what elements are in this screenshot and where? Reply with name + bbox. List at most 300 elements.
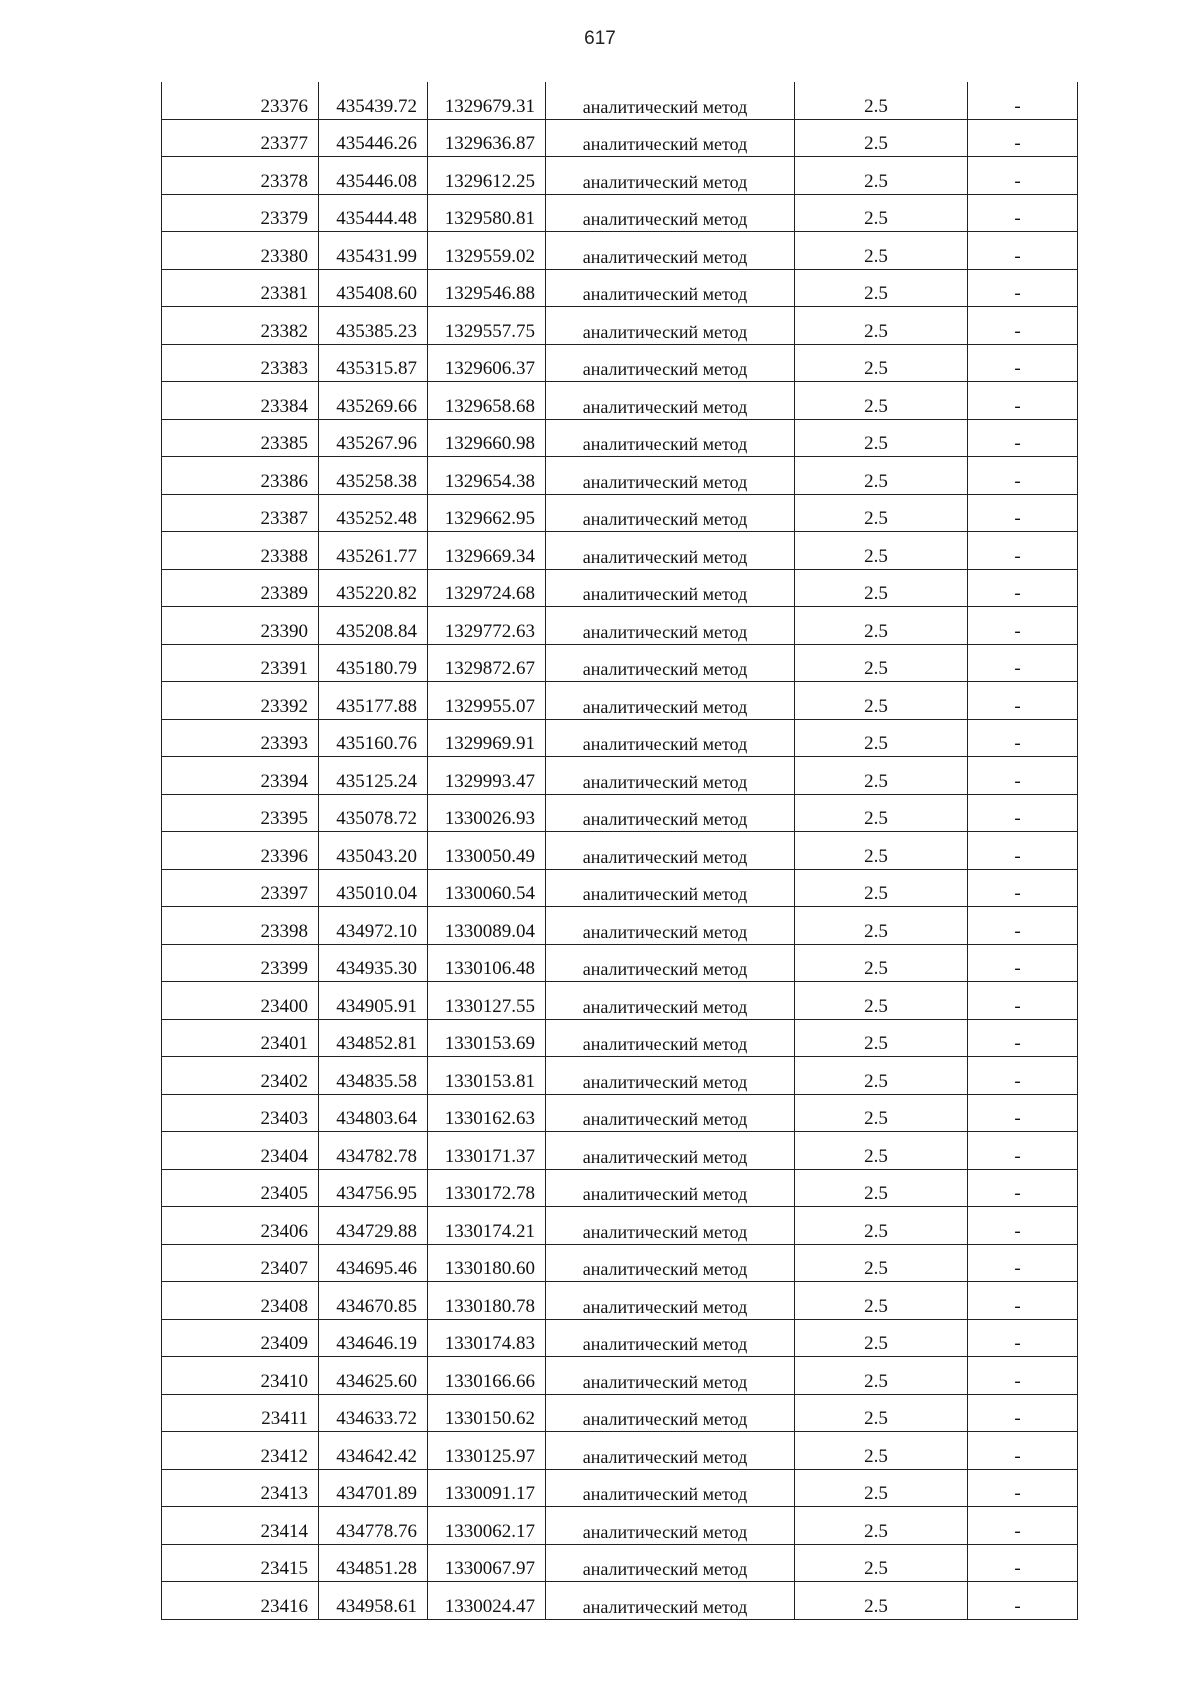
x-coordinate-cell-text: 435180.79 <box>336 658 417 680</box>
note-cell <box>968 569 1078 607</box>
y-coordinate-cell <box>428 832 546 870</box>
accuracy-cell <box>795 607 968 645</box>
note-cell-text: - <box>1014 695 1021 717</box>
note-cell-text: - <box>1014 808 1021 830</box>
accuracy-cell-text: 2.5 <box>864 958 888 980</box>
note-cell-text: - <box>1014 1033 1021 1055</box>
accuracy-cell <box>795 532 968 570</box>
table-row <box>162 569 1078 607</box>
accuracy-cell-text: 2.5 <box>864 470 888 492</box>
method-cell <box>546 307 795 345</box>
point-number-cell-text: 23387 <box>260 508 308 530</box>
y-coordinate-cell <box>428 1169 546 1207</box>
note-cell-text: - <box>1014 545 1021 567</box>
note-cell <box>968 194 1078 232</box>
x-coordinate-cell <box>319 569 428 607</box>
y-coordinate-cell-text: 1330150.62 <box>444 1408 535 1430</box>
y-coordinate-cell <box>428 944 546 982</box>
point-number-cell-text: 23408 <box>260 1295 308 1317</box>
table-row <box>162 1394 1078 1432</box>
method-cell <box>546 82 795 119</box>
method-cell-text: аналитический метод <box>582 209 748 230</box>
y-coordinate-cell-text: 1329724.68 <box>444 583 535 605</box>
accuracy-cell-text: 2.5 <box>864 1445 888 1467</box>
method-cell-text: аналитический метод <box>582 696 748 717</box>
y-coordinate-cell-text: 1330153.69 <box>444 1033 535 1055</box>
method-cell-text: аналитический метод <box>582 1371 748 1392</box>
accuracy-cell-text: 2.5 <box>864 658 888 680</box>
y-coordinate-cell <box>428 1507 546 1545</box>
point-number-cell-text: 23396 <box>260 845 308 867</box>
y-coordinate-cell <box>428 1132 546 1170</box>
y-coordinate-cell-text: 1329658.68 <box>444 395 535 417</box>
accuracy-cell-text: 2.5 <box>864 1370 888 1392</box>
x-coordinate-cell <box>319 794 428 832</box>
method-cell-text: аналитический метод <box>582 659 748 680</box>
point-number-cell <box>162 157 319 195</box>
y-coordinate-cell <box>428 119 546 157</box>
note-cell-text: - <box>1014 620 1021 642</box>
accuracy-cell-text: 2.5 <box>864 358 888 380</box>
y-coordinate-cell-text: 1329580.81 <box>444 208 535 230</box>
point-number-cell-text: 23385 <box>260 433 308 455</box>
x-coordinate-cell <box>319 1244 428 1282</box>
note-cell-text: - <box>1014 1445 1021 1467</box>
y-coordinate-cell <box>428 232 546 270</box>
accuracy-cell-text: 2.5 <box>864 1483 888 1505</box>
method-cell <box>546 1244 795 1282</box>
point-number-cell <box>162 944 319 982</box>
accuracy-cell <box>795 157 968 195</box>
accuracy-cell-text: 2.5 <box>864 320 888 342</box>
table-row <box>162 869 1078 907</box>
point-number-cell <box>162 1507 319 1545</box>
point-number-cell <box>162 1582 319 1620</box>
method-cell-text: аналитический метод <box>582 959 748 980</box>
x-coordinate-cell-text: 434642.42 <box>336 1445 417 1467</box>
method-cell-text: аналитический метод <box>582 1034 748 1055</box>
y-coordinate-cell <box>428 757 546 795</box>
accuracy-cell <box>795 832 968 870</box>
accuracy-cell-text: 2.5 <box>864 1145 888 1167</box>
point-number-cell <box>162 1207 319 1245</box>
table-row <box>162 1132 1078 1170</box>
x-coordinate-cell-text: 434905.91 <box>336 995 417 1017</box>
x-coordinate-cell <box>319 232 428 270</box>
table-row <box>162 832 1078 870</box>
point-number-cell <box>162 1357 319 1395</box>
point-number-cell <box>162 532 319 570</box>
x-coordinate-cell-text: 434958.61 <box>336 1595 417 1617</box>
method-cell-text: аналитический метод <box>582 1071 748 1092</box>
note-cell <box>968 1507 1078 1545</box>
point-number-cell-text: 23383 <box>260 358 308 380</box>
note-cell <box>968 494 1078 532</box>
method-cell <box>546 1282 795 1320</box>
point-number-cell <box>162 1319 319 1357</box>
note-cell-text: - <box>1014 283 1021 305</box>
note-cell-text: - <box>1014 1595 1021 1617</box>
method-cell <box>546 719 795 757</box>
table-row <box>162 1357 1078 1395</box>
accuracy-cell-text: 2.5 <box>864 208 888 230</box>
note-cell <box>968 1282 1078 1320</box>
y-coordinate-cell <box>428 157 546 195</box>
method-cell-text: аналитический метод <box>582 1446 748 1467</box>
method-cell-text: аналитический метод <box>582 246 748 267</box>
method-cell <box>546 457 795 495</box>
x-coordinate-cell-text: 435252.48 <box>336 508 417 530</box>
y-coordinate-cell-text: 1330162.63 <box>444 1108 535 1130</box>
x-coordinate-cell <box>319 494 428 532</box>
x-coordinate-cell-text: 435160.76 <box>336 733 417 755</box>
point-number-cell <box>162 119 319 157</box>
point-number-cell-text: 23376 <box>260 95 308 117</box>
table-row <box>162 1319 1078 1357</box>
point-number-cell <box>162 607 319 645</box>
point-number-cell-text: 23393 <box>260 733 308 755</box>
y-coordinate-cell <box>428 382 546 420</box>
point-number-cell-text: 23404 <box>260 1145 308 1167</box>
point-number-cell <box>162 494 319 532</box>
point-number-cell-text: 23400 <box>260 995 308 1017</box>
accuracy-cell <box>795 682 968 720</box>
table-row <box>162 1244 1078 1282</box>
point-number-cell <box>162 1394 319 1432</box>
note-cell-text: - <box>1014 1483 1021 1505</box>
point-number-cell <box>162 982 319 1020</box>
point-number-cell <box>162 419 319 457</box>
method-cell <box>546 607 795 645</box>
accuracy-cell-text: 2.5 <box>864 545 888 567</box>
y-coordinate-cell <box>428 682 546 720</box>
table-row <box>162 1544 1078 1582</box>
x-coordinate-cell-text: 434803.64 <box>336 1108 417 1130</box>
x-coordinate-cell-text: 435444.48 <box>336 208 417 230</box>
table-row <box>162 719 1078 757</box>
note-cell-text: - <box>1014 1558 1021 1580</box>
point-number-cell <box>162 1469 319 1507</box>
y-coordinate-cell <box>428 719 546 757</box>
x-coordinate-cell <box>319 269 428 307</box>
note-cell <box>968 382 1078 420</box>
point-number-cell <box>162 457 319 495</box>
table-row <box>162 532 1078 570</box>
x-coordinate-cell <box>319 607 428 645</box>
y-coordinate-cell <box>428 1319 546 1357</box>
method-cell <box>546 644 795 682</box>
point-number-cell-text: 23379 <box>260 208 308 230</box>
method-cell-text: аналитический метод <box>582 1484 748 1505</box>
note-cell <box>968 832 1078 870</box>
method-cell <box>546 1207 795 1245</box>
y-coordinate-cell <box>428 1394 546 1432</box>
point-number-cell-text: 23403 <box>260 1108 308 1130</box>
point-number-cell-text: 23402 <box>260 1070 308 1092</box>
x-coordinate-cell <box>319 119 428 157</box>
note-cell-text: - <box>1014 770 1021 792</box>
y-coordinate-cell-text: 1330091.17 <box>444 1483 535 1505</box>
point-number-cell-text: 23380 <box>260 245 308 267</box>
method-cell <box>546 157 795 195</box>
y-coordinate-cell-text: 1329654.38 <box>444 470 535 492</box>
accuracy-cell <box>795 1507 968 1545</box>
x-coordinate-cell-text: 434851.28 <box>336 1558 417 1580</box>
table-row <box>162 494 1078 532</box>
method-cell-text: аналитический метод <box>582 921 748 942</box>
accuracy-cell-text: 2.5 <box>864 1220 888 1242</box>
x-coordinate-cell <box>319 82 428 119</box>
x-coordinate-cell-text: 434852.81 <box>336 1033 417 1055</box>
method-cell-text: аналитический метод <box>582 284 748 305</box>
x-coordinate-cell <box>319 1319 428 1357</box>
accuracy-cell <box>795 457 968 495</box>
point-number-cell-text: 23381 <box>260 283 308 305</box>
y-coordinate-cell-text: 1330050.49 <box>444 845 535 867</box>
method-cell <box>546 794 795 832</box>
point-number-cell <box>162 344 319 382</box>
point-number-cell <box>162 1432 319 1470</box>
accuracy-cell <box>795 1244 968 1282</box>
note-cell-text: - <box>1014 1258 1021 1280</box>
x-coordinate-cell <box>319 682 428 720</box>
point-number-cell-text: 23405 <box>260 1183 308 1205</box>
accuracy-cell <box>795 307 968 345</box>
table-row <box>162 344 1078 382</box>
x-coordinate-cell <box>319 644 428 682</box>
method-cell <box>546 1469 795 1507</box>
point-number-cell-text: 23398 <box>260 920 308 942</box>
note-cell-text: - <box>1014 470 1021 492</box>
table-row <box>162 682 1078 720</box>
note-cell-text: - <box>1014 883 1021 905</box>
x-coordinate-cell <box>319 157 428 195</box>
x-coordinate-cell <box>319 307 428 345</box>
accuracy-cell-text: 2.5 <box>864 133 888 155</box>
y-coordinate-cell-text: 1329557.75 <box>444 320 535 342</box>
note-cell-text: - <box>1014 245 1021 267</box>
y-coordinate-cell-text: 1329606.37 <box>444 358 535 380</box>
accuracy-cell-text: 2.5 <box>864 1520 888 1542</box>
accuracy-cell <box>795 944 968 982</box>
accuracy-cell-text: 2.5 <box>864 808 888 830</box>
point-number-cell-text: 23413 <box>260 1483 308 1505</box>
y-coordinate-cell-text: 1330180.78 <box>444 1295 535 1317</box>
table-row <box>162 82 1078 119</box>
y-coordinate-cell-text: 1330024.47 <box>444 1595 535 1617</box>
accuracy-cell-text: 2.5 <box>864 1595 888 1617</box>
method-cell-text: аналитический метод <box>582 1409 748 1430</box>
table-row <box>162 1469 1078 1507</box>
accuracy-cell-text: 2.5 <box>864 1108 888 1130</box>
x-coordinate-cell-text: 434701.89 <box>336 1483 417 1505</box>
accuracy-cell <box>795 869 968 907</box>
note-cell <box>968 119 1078 157</box>
accuracy-cell-text: 2.5 <box>864 883 888 905</box>
y-coordinate-cell-text: 1330172.78 <box>444 1183 535 1205</box>
x-coordinate-cell <box>319 382 428 420</box>
y-coordinate-cell-text: 1330089.04 <box>444 920 535 942</box>
method-cell <box>546 907 795 945</box>
y-coordinate-cell <box>428 1582 546 1620</box>
x-coordinate-cell-text: 434729.88 <box>336 1220 417 1242</box>
method-cell-text: аналитический метод <box>582 1296 748 1317</box>
y-coordinate-cell <box>428 1432 546 1470</box>
y-coordinate-cell-text: 1329559.02 <box>444 245 535 267</box>
accuracy-cell <box>795 1132 968 1170</box>
method-cell-text: аналитический метод <box>582 996 748 1017</box>
point-number-cell <box>162 307 319 345</box>
x-coordinate-cell-text: 434835.58 <box>336 1070 417 1092</box>
note-cell <box>968 269 1078 307</box>
method-cell <box>546 494 795 532</box>
note-cell-text: - <box>1014 358 1021 380</box>
accuracy-cell <box>795 1282 968 1320</box>
y-coordinate-cell-text: 1329993.47 <box>444 770 535 792</box>
y-coordinate-cell-text: 1329612.25 <box>444 170 535 192</box>
accuracy-cell <box>795 1432 968 1470</box>
y-coordinate-cell <box>428 869 546 907</box>
method-cell <box>546 382 795 420</box>
note-cell <box>968 1357 1078 1395</box>
table-row <box>162 1169 1078 1207</box>
method-cell-text: аналитический метод <box>582 471 748 492</box>
x-coordinate-cell-text: 435078.72 <box>336 808 417 830</box>
point-number-cell <box>162 869 319 907</box>
point-number-cell-text: 23416 <box>260 1595 308 1617</box>
method-cell <box>546 682 795 720</box>
note-cell <box>968 1319 1078 1357</box>
note-cell <box>968 644 1078 682</box>
x-coordinate-cell <box>319 719 428 757</box>
x-coordinate-cell <box>319 907 428 945</box>
note-cell <box>968 1019 1078 1057</box>
method-cell <box>546 869 795 907</box>
table-row <box>162 644 1078 682</box>
method-cell-text: аналитический метод <box>582 621 748 642</box>
method-cell <box>546 1544 795 1582</box>
x-coordinate-cell-text: 434782.78 <box>336 1145 417 1167</box>
accuracy-cell <box>795 1319 968 1357</box>
point-number-cell-text: 23409 <box>260 1333 308 1355</box>
accuracy-cell <box>795 1169 968 1207</box>
method-cell <box>546 982 795 1020</box>
y-coordinate-cell-text: 1329636.87 <box>444 133 535 155</box>
point-number-cell <box>162 1094 319 1132</box>
point-number-cell-text: 23388 <box>260 545 308 567</box>
y-coordinate-cell-text: 1330174.21 <box>444 1220 535 1242</box>
point-number-cell-text: 23382 <box>260 320 308 342</box>
method-cell <box>546 232 795 270</box>
note-cell-text: - <box>1014 1520 1021 1542</box>
method-cell-text: аналитический метод <box>582 434 748 455</box>
method-cell-text: аналитический метод <box>582 1146 748 1167</box>
accuracy-cell <box>795 719 968 757</box>
method-cell <box>546 194 795 232</box>
point-number-cell-text: 23384 <box>260 395 308 417</box>
accuracy-cell <box>795 1057 968 1095</box>
point-number-cell-text: 23390 <box>260 620 308 642</box>
y-coordinate-cell-text: 1329660.98 <box>444 433 535 455</box>
note-cell-text: - <box>1014 1145 1021 1167</box>
y-coordinate-cell <box>428 794 546 832</box>
x-coordinate-cell <box>319 344 428 382</box>
method-cell <box>546 944 795 982</box>
x-coordinate-cell <box>319 1057 428 1095</box>
table-row <box>162 1432 1078 1470</box>
y-coordinate-cell-text: 1330174.83 <box>444 1333 535 1355</box>
y-coordinate-cell-text: 1329546.88 <box>444 283 535 305</box>
x-coordinate-cell <box>319 757 428 795</box>
table-row <box>162 757 1078 795</box>
x-coordinate-cell <box>319 1094 428 1132</box>
accuracy-cell-text: 2.5 <box>864 995 888 1017</box>
table-row <box>162 1057 1078 1095</box>
note-cell <box>968 607 1078 645</box>
x-coordinate-cell-text: 435010.04 <box>336 883 417 905</box>
accuracy-cell-text: 2.5 <box>864 583 888 605</box>
accuracy-cell <box>795 494 968 532</box>
note-cell-text: - <box>1014 95 1021 117</box>
x-coordinate-cell-text: 435269.66 <box>336 395 417 417</box>
note-cell <box>968 232 1078 270</box>
accuracy-cell <box>795 1357 968 1395</box>
method-cell-text: аналитический метод <box>582 1334 748 1355</box>
method-cell <box>546 269 795 307</box>
note-cell <box>968 1169 1078 1207</box>
accuracy-cell-text: 2.5 <box>864 845 888 867</box>
point-number-cell-text: 23414 <box>260 1520 308 1542</box>
method-cell-text: аналитический метод <box>582 359 748 380</box>
point-number-cell-text: 23397 <box>260 883 308 905</box>
accuracy-cell-text: 2.5 <box>864 170 888 192</box>
accuracy-cell-text: 2.5 <box>864 1183 888 1205</box>
y-coordinate-cell-text: 1329969.91 <box>444 733 535 755</box>
accuracy-cell-text: 2.5 <box>864 1295 888 1317</box>
note-cell <box>968 532 1078 570</box>
accuracy-cell <box>795 644 968 682</box>
y-coordinate-cell <box>428 1019 546 1057</box>
table-row <box>162 794 1078 832</box>
note-cell-text: - <box>1014 1183 1021 1205</box>
y-coordinate-cell <box>428 907 546 945</box>
point-number-cell <box>162 1282 319 1320</box>
accuracy-cell-text: 2.5 <box>864 620 888 642</box>
note-cell-text: - <box>1014 958 1021 980</box>
note-cell-text: - <box>1014 1070 1021 1092</box>
y-coordinate-cell-text: 1330125.97 <box>444 1445 535 1467</box>
accuracy-cell <box>795 982 968 1020</box>
x-coordinate-cell <box>319 1169 428 1207</box>
y-coordinate-cell <box>428 1057 546 1095</box>
point-number-cell <box>162 832 319 870</box>
note-cell <box>968 682 1078 720</box>
y-coordinate-cell <box>428 344 546 382</box>
point-number-cell-text: 23410 <box>260 1370 308 1392</box>
note-cell-text: - <box>1014 508 1021 530</box>
accuracy-cell <box>795 382 968 420</box>
table-row <box>162 382 1078 420</box>
method-cell <box>546 757 795 795</box>
note-cell <box>968 1057 1078 1095</box>
accuracy-cell <box>795 1469 968 1507</box>
table-row <box>162 419 1078 457</box>
note-cell-text: - <box>1014 1108 1021 1130</box>
point-number-cell-text: 23389 <box>260 583 308 605</box>
note-cell-text: - <box>1014 583 1021 605</box>
point-number-cell-text: 23394 <box>260 770 308 792</box>
note-cell-text: - <box>1014 1295 1021 1317</box>
